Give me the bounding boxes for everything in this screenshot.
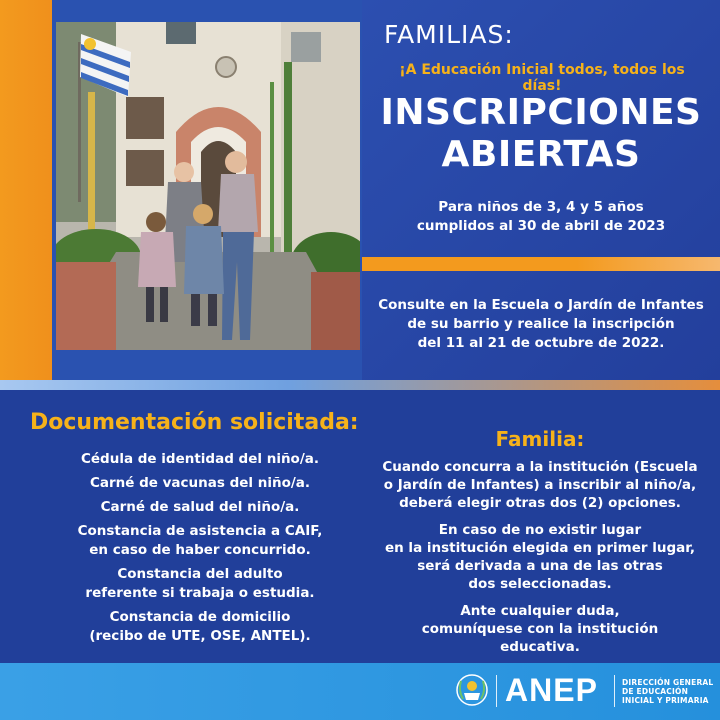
family-line: o Jardín de Infantes) a inscribir al niño/a, [383, 477, 697, 493]
family-line: en la institución elegida en primer lugar, [384, 540, 696, 556]
dgeip-org-name [622, 678, 718, 705]
main-title-line1: INSCRIPCIONES [380, 92, 702, 133]
doc-item-line: (recibo de UTE, OSE, ANTEL). [89, 628, 311, 644]
slogan: ¡A Educación Inicial todos, todos los días! [399, 62, 685, 94]
family-line: En caso de no existir lugar [438, 522, 642, 538]
org-line: INICIAL Y PRIMARIA [622, 696, 709, 705]
consult-line3: del 11 al 21 de octubre de 2022. [417, 335, 665, 351]
header-panel [362, 0, 720, 380]
uruguay-seal-icon [455, 673, 489, 707]
doc-item-line: referente si trabaja o estudia. [85, 585, 315, 601]
footer-separator [614, 675, 615, 707]
family-line: Cuando concurra a la institución (Escuela [382, 459, 698, 475]
family-paragraph-2 [380, 521, 700, 593]
doc-item: Carné de vacunas del niño/a. [89, 475, 311, 491]
family-paragraph-1 [380, 458, 700, 512]
doc-item-line: Constancia de domicilio [109, 609, 291, 625]
anep-logo-text: ANEP [505, 672, 598, 708]
footer-separator [496, 675, 497, 707]
documentation-list [40, 450, 360, 651]
org-line: DE EDUCACIÓN [622, 687, 689, 696]
doc-item-line: Constancia de asistencia a CAIF, [77, 523, 323, 539]
main-title [362, 92, 720, 176]
eligibility-text [362, 198, 720, 236]
consult-line1: Consulte en la Escuela o Jardín de Infantes [378, 297, 704, 313]
org-line: DIRECCIÓN GENERAL [622, 678, 714, 687]
family-line: Ante cualquier duda, [460, 603, 620, 619]
doc-item [40, 608, 360, 646]
doc-item [40, 565, 360, 603]
consult-line2: de su barrio y realice la inscripción [407, 316, 675, 332]
doc-item [40, 522, 360, 560]
family-title: Familia: [495, 427, 585, 451]
doc-item-line: en caso de haber concurrido. [89, 542, 311, 558]
family-line: deberá elegir otras dos (2) opciones. [399, 495, 681, 511]
eligibility-line2: cumplidos al 30 de abril de 2023 [416, 218, 666, 234]
family-paragraph-3 [380, 602, 700, 656]
orange-accent-bar [362, 257, 720, 271]
footer-bar [0, 663, 720, 720]
main-title-line2: ABIERTAS [441, 134, 641, 175]
eligibility-line1: Para niños de 3, 4 y 5 años [438, 199, 644, 215]
doc-item-line: Constancia del adulto [117, 566, 283, 582]
doc-item: Cédula de identidad del niño/a. [80, 451, 319, 467]
consult-text [362, 296, 720, 353]
familias-label: FAMILIAS: [384, 20, 514, 49]
family-line: dos seleccionadas. [468, 576, 612, 592]
family-line: será derivada a una de las otras [417, 558, 663, 574]
section-divider [0, 380, 720, 390]
family-text [380, 458, 700, 665]
family-line: comuníquese con la institución educativa. [421, 621, 659, 655]
doc-item: Carné de salud del niño/a. [100, 499, 300, 515]
documentation-title: Documentación solicitada: [30, 410, 359, 435]
school-entrance-photo [56, 22, 360, 350]
